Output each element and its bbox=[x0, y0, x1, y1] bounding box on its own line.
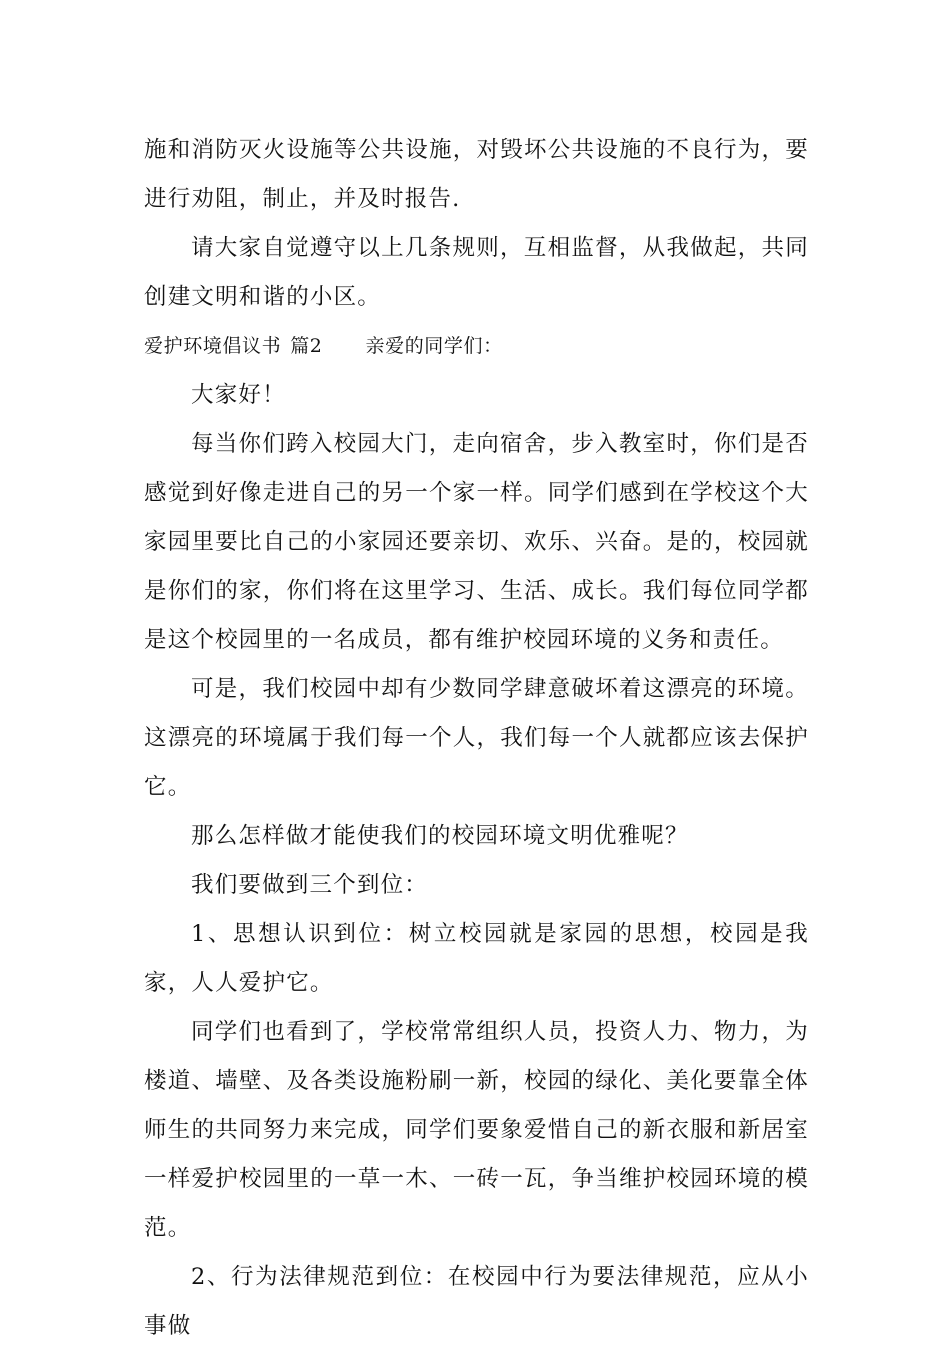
paragraph-three-points: 我们要做到三个到位： bbox=[191, 872, 429, 898]
paragraph-greeting: 大家好！ bbox=[191, 382, 286, 408]
document-heading bbox=[144, 322, 809, 371]
paragraph-rules: 请大家自觉遵守以上几条规则，互相监督，从我做起，共同创建文明和谐的小区。 bbox=[144, 235, 809, 310]
paragraph-point-2: 2、行为法律规范到位：在校园中行为要法律规范，应从小事做 bbox=[144, 1264, 809, 1339]
paragraph-school-efforts: 同学们也看到了，学校常常组织人员，投资人力、物力，为楼道、墙壁、及各类设施粉刷一新，校园的绿化、美化要靠全体师生的共同努力来完成，同学们要象爱惜自己的新衣服和新居室一样爱护校园里的一草一木、一砖一瓦，争当维护校园环境的模范。 bbox=[144, 1019, 809, 1241]
salutation: 亲爱的同学们： bbox=[365, 335, 503, 357]
paragraph-campus-home: 每当你们跨入校园大门，走向宿舍，步入教室时，你们是否感觉到好像走进自己的另一个家一样。同学们感到在学校这个大家园里要比自己的小家园还要亲切、欢乐、兴奋。是的，校园就是你们的家，你们将在这里学习、生活、成长。我们每位同学都是这个校园里的一名成员，都有维护校园环境的义务和责任。 bbox=[144, 431, 809, 653]
paragraph-facilities: 施和消防灭火设施等公共设施，对毁坏公共设施的不良行为，要进行劝阻，制止，并及时报告. bbox=[144, 137, 809, 212]
document-title: 爱护环境倡议书 bbox=[144, 335, 282, 357]
paragraph-question: 那么怎样做才能使我们的校园环境文明优雅呢？ bbox=[191, 823, 689, 849]
chapter-label: 篇2 bbox=[290, 335, 323, 357]
paragraph-point-1: 1、思想认识到位：树立校园就是家园的思想，校园是我家，人人爱护它。 bbox=[144, 921, 809, 996]
document-body bbox=[144, 126, 809, 1351]
paragraph-damage: 可是，我们校园中却有少数同学肆意破坏着这漂亮的环境。这漂亮的环境属于我们每一个人，我们每一个人就都应该去保护它。 bbox=[144, 676, 809, 800]
